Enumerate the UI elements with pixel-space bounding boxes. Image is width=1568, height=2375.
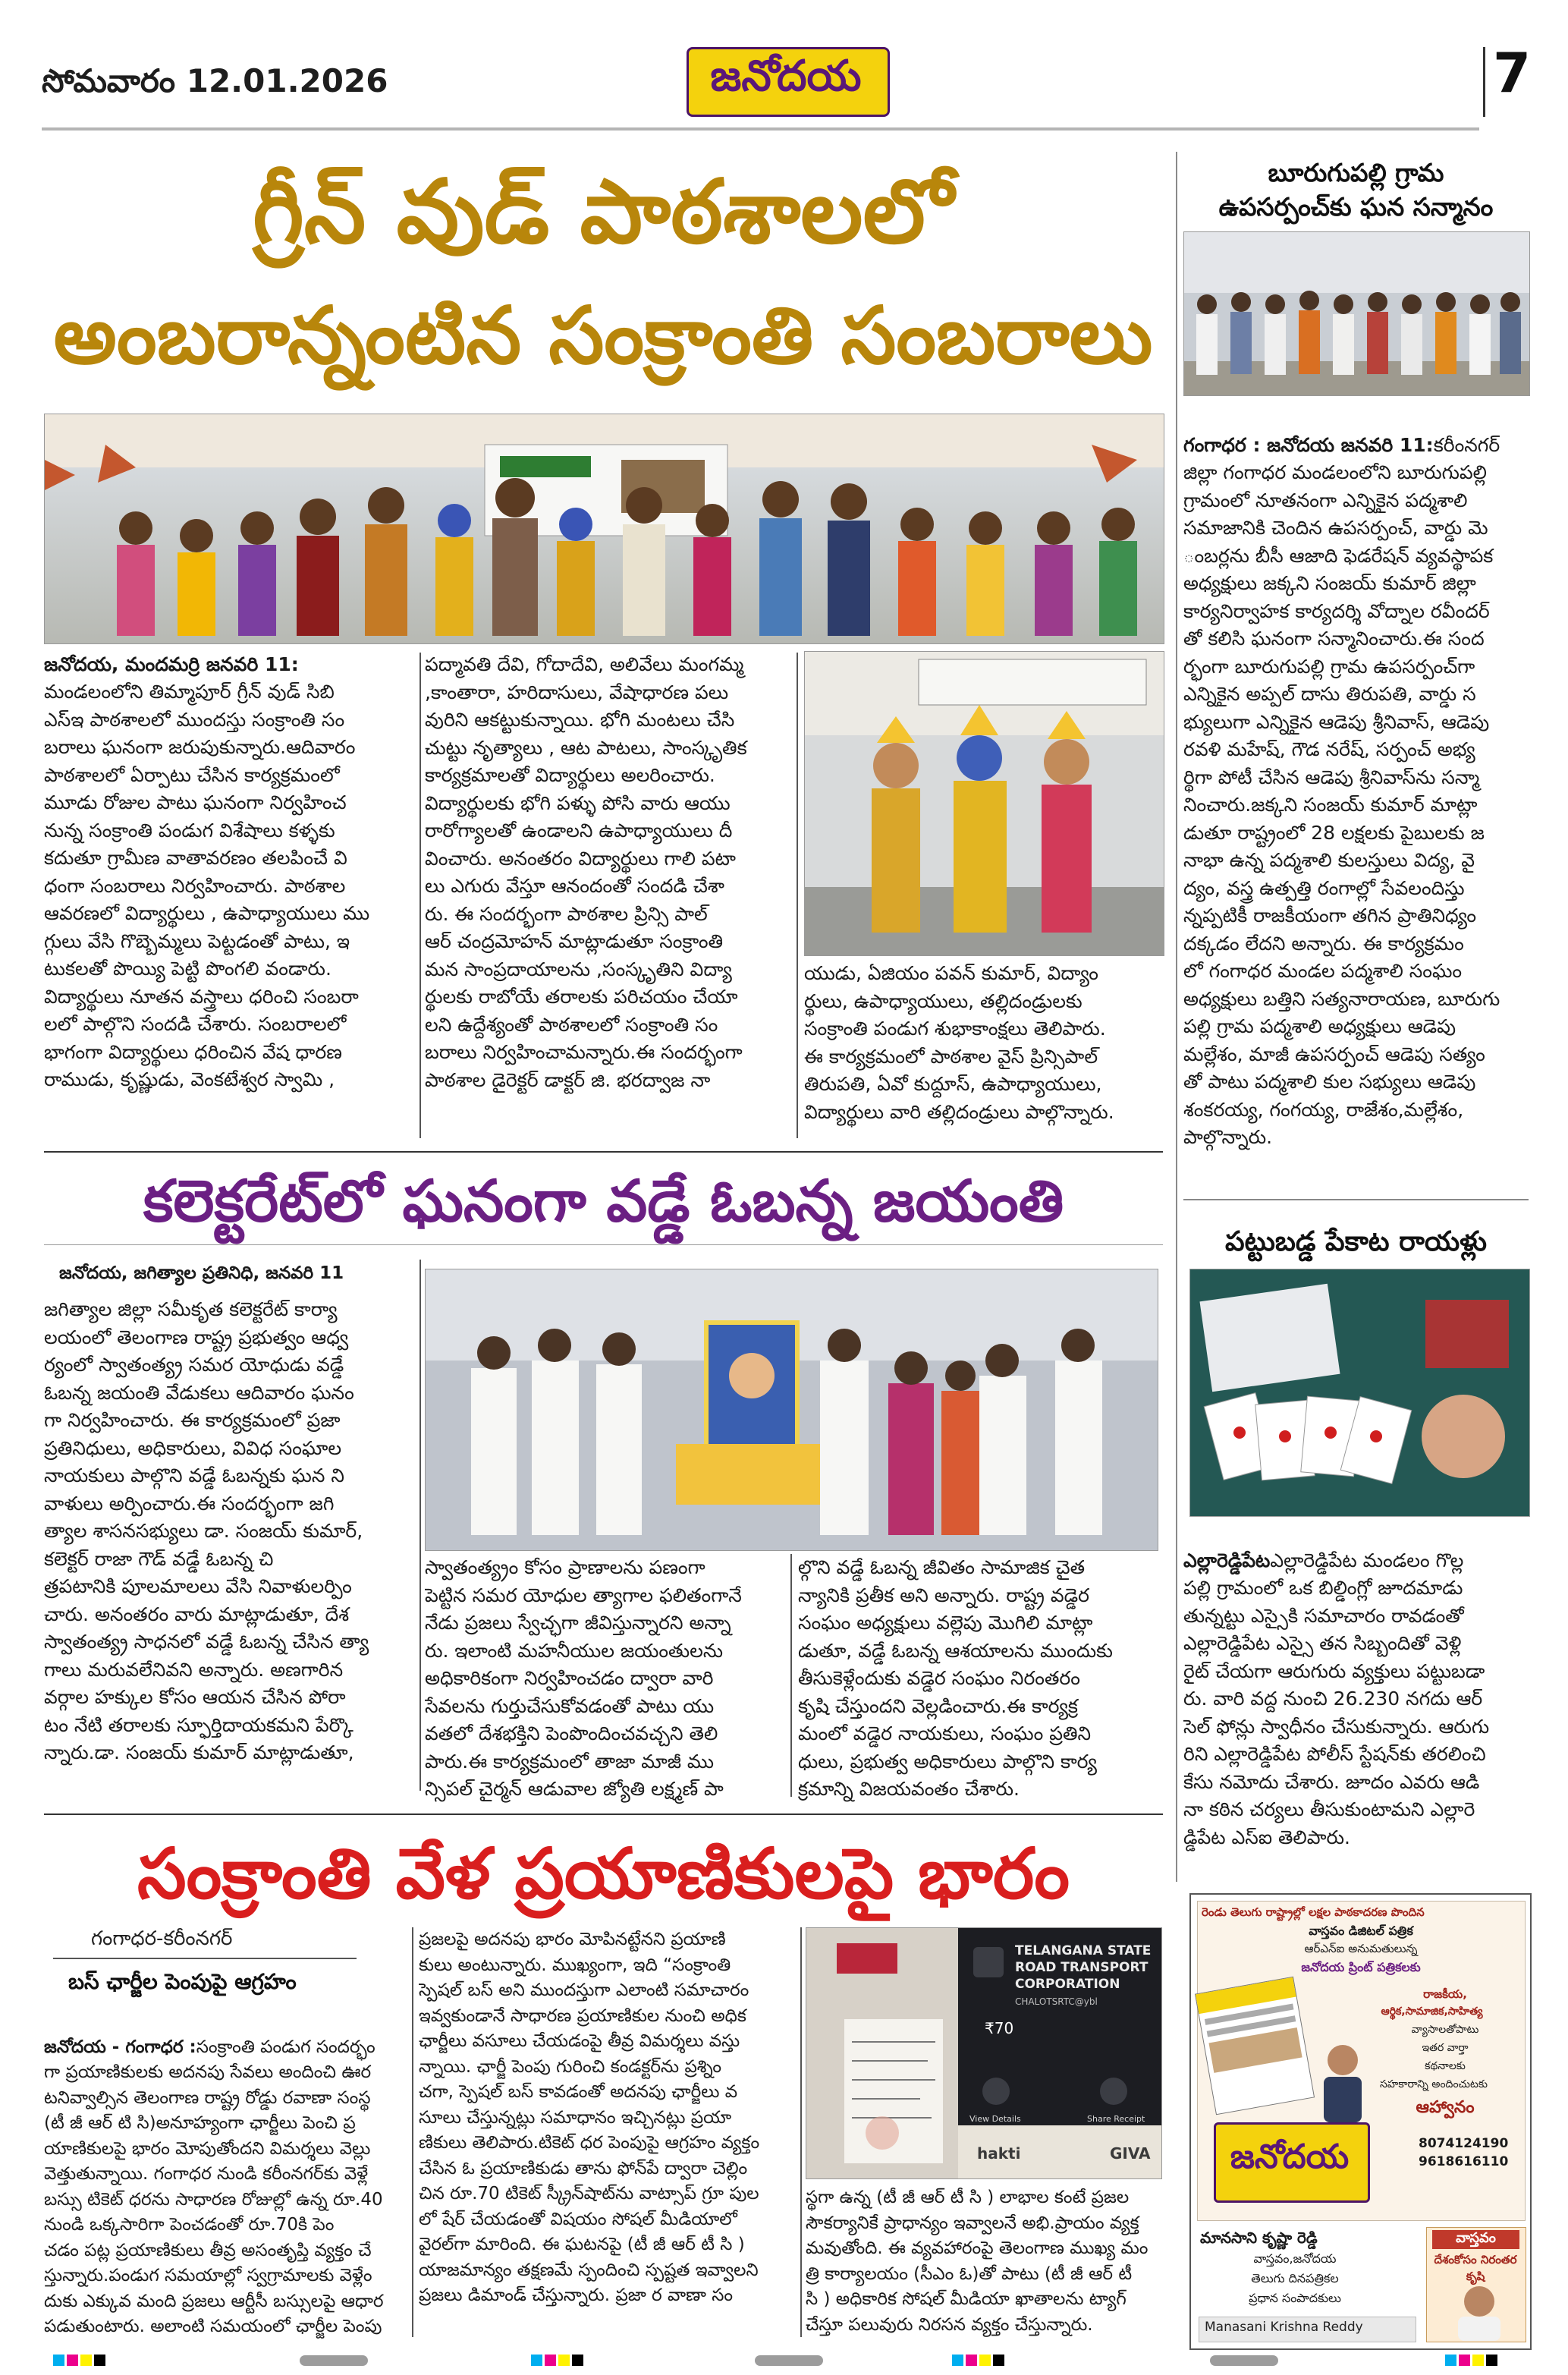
- ticket-amount: ₹70: [985, 2019, 1014, 2037]
- footer-bars: [0, 2351, 1568, 2375]
- story1-main-photo: [44, 414, 1164, 644]
- story5-kicker-rule: [53, 1958, 357, 1959]
- story3-photo: [425, 1269, 1158, 1551]
- ad-editor-role-3: ప్రధాన సంపాదకులు: [1249, 2291, 1341, 2305]
- color-bar-right: [1445, 2355, 1500, 2369]
- ad-phone-1: 8074124190: [1419, 2136, 1509, 2151]
- story5-kicker: గంగాధర-కరీంనగర్: [91, 1927, 233, 1950]
- ad-line-4: జనోదయ ప్రింట్ పత్రికలకు: [1301, 1960, 1421, 1974]
- ad-logo-text: జనోదయ: [1230, 2138, 1350, 2176]
- masthead-rule: [42, 127, 1479, 131]
- story1-costume-photo: [804, 651, 1164, 956]
- page-divider: [1483, 47, 1485, 117]
- ticket-corp-line2: ROAD TRANSPORT: [1015, 1960, 1149, 1975]
- story3-column-2: స్వాతంత్య్రం కోసం ప్రాణాలను పణంగా పెట్టిన సమర యోధుల త్యాగాల ఫలితంగానే నేడు ప్రజలు స్వేచ్ఛగా జీవిస్తున్నారని అన్నా రు. ఇలాంటి మహనీయుల జయంతులను అధికారికంగా నిర్వహించడం ద్వారా వారి సేవలను గుర్తుచేసుకోవడంతో పాటు యు వతలో దేశభక్తిని పెంపొందించవచ్చని తెలి పారు.ఈ కార్యక్రమంలో తాజా మాజీ ము న్సిపల్ చైర్మన్ ఆడువాల జ్యోతి లక్ష్మణ్ పా: [425, 1556, 742, 1800]
- ad-editor-role-2: తెలుగు దినపత్రికల: [1251, 2271, 1339, 2285]
- story2-dateline: గంగాధర : జనోదయ జనవరి 11:: [1183, 433, 1434, 456]
- story4-photo: [1189, 1269, 1530, 1517]
- story2-body: [1183, 404, 1529, 1170]
- story3-column-rule-1: [419, 1260, 421, 1791]
- color-bar-left: [53, 2355, 108, 2369]
- ad-editor-photo: [1449, 2282, 1510, 2341]
- registration-mark-2: [755, 2355, 823, 2366]
- ad-line-3: ఆర్‌ఎన్‌ఐ అనుమతులున్న: [1304, 1942, 1418, 1955]
- ad-list-5: కథనాలకు: [1425, 2060, 1466, 2072]
- ad-phone-2: 9618616110: [1419, 2154, 1509, 2169]
- ad-newspaper-image: [1195, 1977, 1315, 2115]
- ticket-view-details: View Details: [969, 2114, 1021, 2124]
- ad-line-1: రెండు తెలుగు రాష్ట్రాల్లో లక్షల పాఠకాదరణ పొందిన: [1202, 1905, 1425, 1919]
- story1-column-rule-1: [419, 653, 421, 1138]
- ad-list-1: రాజకీయ,: [1423, 1987, 1467, 2001]
- masthead: [0, 0, 1568, 144]
- story5-column-rule-1: [412, 1927, 413, 2337]
- ad-slogan: దేశంకోసం నిరంతర కృషి: [1434, 2253, 1517, 2283]
- issue-date: సోమవారం 12.01.2026: [42, 62, 388, 99]
- ad-editor-role-1: వాస్తవం,జనోదయ: [1253, 2251, 1337, 2266]
- ticket-corp-line1: TELANGANA STATE: [1015, 1943, 1152, 1958]
- story5-column-3: స్థగా ఉన్న (టీ జీ ఆర్ టీ సి ) లాభాల కంటే ప్రజల సౌకర్యానికే ప్రాధాన్యం ఇవ్వాలనే అభి.ప్రాయం వ్యక్త మవుతోంది. ఈ వ్యవహారంపై తెలంగాణ ముఖ్య మం త్రి కార్యాలయం (సీఎం ఓ)తో పాటు (టీ జీ ఆర్ టీ సి ) అధికారిక సోషల్ మీడియా ఖాతాలను ట్యాగ్ చేస్తూ పలువురు నిరసన వ్యక్తం చేస్తున్నారు.: [806, 2188, 1149, 2335]
- ad-person-photo: [1316, 2039, 1369, 2122]
- story3-dateline: జనోదయ, జగిత్యాల ప్రతినిధి, జనవరి 11: [59, 1263, 344, 1283]
- registration-mark-1: [300, 2355, 368, 2366]
- story2-text: కరీంనగర్ జిల్లా గంగాధర మండలంలోని బూరుగుపల్లి గ్రామంలో నూతనంగా ఎన్నికైన పద్మశాలి సమాజానికి చెందిన ఉపసర్పంచ్, వార్డు మె ంబర్లను బీసీ ఆజాది ఫెడరేషన్ వ్యవస్థాపక అధ్యక్షులు జక్కని సంజయ్ కుమార్ జిల్లా కార్యనిర్వాహక కార్యదర్శి వోద్నాల రవీందర్ తో కలిసి ఘనంగా సన్మానించారు.ఈ సంద ర్భంగా బూరుగుపల్లి గ్రామ ఉపసర్పంచ్‌గా ఎన్నికైన అప్పల్ దాసు తిరుపతి, వార్డు స భ్యులుగా ఎన్నికైన ఆడెపు శ్రీనివాస్, ఆడెపు రవళి మహేష్, గౌడ నరేష్, సర్పంచ్ అభ్య ర్థిగా పోటీ చేసిన ఆడెపు శ్రీనివాస్‌ను సన్మా నించారు.జక్కని సంజయ్ కుమార్ మాట్లా డుతూ రాష్ట్రంలో 28 లక్షలకు పైబులకు జ నాభా ఉన్న పద్మశాలి కులస్తులు విద్య, వై ద్యం, వస్త్ర ఉత్పత్తి రంగాల్లో సేవలందిస్తు న్నప్పటికీ రాజకీయంగా తగిన ప్రాతినిధ్యం దక్కడం లేదని అన్నారు. ఈ కార్యక్రమం లో గంగాధర మండల పద్మశాలి సంఘం అధ్యక్షులు బత్తిని సత్యనారాయణ, బూరుగు పల్లి గ్రామ పద్మశాలి అధ్యక్షులు ఆడెపు మల్లేశం, మాజీ ఉపసర్పంచ్ ఆడెపు సత్యం తో పాటు పద్మశాలి కుల సభ్యులు ఆడెపు శంకరయ్య, గంగయ్య, రాజేశం,మల్లేశం, పాల్గొన్నారు.: [1183, 433, 1500, 1148]
- section-rule-1: [44, 1151, 1163, 1153]
- ad-list-2: ఆర్థిక,సామాజిక,సాహిత్య: [1381, 2005, 1483, 2018]
- ticket-ad-brand-1: hakti: [977, 2144, 1021, 2163]
- story1-column-1: మండలంలోని తిమ్మాపూర్ గ్రీన్ వుడ్ సిబి ఎస్ఇ పాఠశాలలో ముందస్తు సంక్రాంతి సం బరాలు ఘనంగా జరుపుకున్నారు.ఆదివారం పాఠశాలలో ఏర్పాటు చేసిన కార్యక్రమంలో మూడు రోజుల పాటు ఘనంగా నిర్వహించ నున్న సంక్రాంతి పండుగ విశేషాలు కళ్ళకు కదుతూ గ్రామీణ వాతావరణం తలపించే వి ధంగా సంబరాలు నిర్వహించారు. పాఠశాల ఆవరణలో విద్యార్థులు , ఉపాధ్యాయులు ము గ్గులు వేసి గొబ్బెమ్మలు పెట్టడంతో పాటు, ఇ టుకలతో పొయ్యి పెట్టి పొంగలి వండారు. విద్యార్థులు నూతన వస్త్రాలు ధరించి సంబరా లలో పాల్గొని సందడి చేశారు. సంబరాలలో భాగంగా విద్యార్థులు ధరించిన వేష ధారణ రాముడు, కృష్ణుడు, వెంకటేశ్వర స్వామి ,: [44, 681, 370, 1090]
- story5-column-2: ప్రజలపై అదనపు భారం మోపినట్టేనని ప్రయాణి కులు అంటున్నారు. ముఖ్యంగా, ఇది “సంక్రాంతి స్పెషల్ బస్ అని ముందస్తుగా ఎలాంటి సమాచారం ఇవ్వకుండానే సాధారణ ప్రయాణికుల నుంచి అధిక ఛార్జీలు వసూలు చేయడంపై తీవ్ర విమర్శలు వస్తు న్నాయి. ఛార్జీ పెంపు గురించి కండక్టర్‌ను ప్రశ్నిం చగా, స్పెషల్ బస్ కావడంతో అదనపు ఛార్జీలు వ సూలు చేస్తున్నట్లు సమాధానం ఇచ్చినట్లు ప్రయా ణికులు తెలిపారు.టికెట్ ధర పెంపుపై ఆగ్రహం వ్యక్తం చేసిన ఓ ప్రయాణికుడు తాను ఫోన్‌పే ద్వారా చెల్లిం చిన రూ.70 టికెట్ స్క్రీన్‌షాట్‌ను వాట్సాప్ గ్రూ పుల లో షేర్ చేయడంతో విషయం సోషల్ మీడియాలో వైరల్‌గా మారింది. ఈ ఘటనపై (టీ జీ ఆర్ టీ సి ) యాజమాన్యం తక్షణమే స్పందించి స్పష్టత ఇవ్వాలని ప్రజలు డిమాండ్ చేస్తున్నారు. ప్రజా ర వాణా సం: [419, 1930, 760, 2305]
- story2-headline-2: ఉపసర్పంచ్‌కు ఘన సన్మానం: [1218, 192, 1494, 222]
- page-number: 7: [1493, 41, 1532, 105]
- story4-dateline: ఎల్లారెడ్డిపేట: [1183, 1549, 1271, 1571]
- ticket-upi-id: CHALOTSRTC@ybl: [1015, 1996, 1098, 2007]
- story1-headline-1: గ్రీన్ వుడ్ పాఠశాలలో: [253, 161, 954, 263]
- story5-ticket-photo: [806, 1927, 1162, 2179]
- ad-list-4: ఇతర వార్తా: [1422, 2042, 1469, 2054]
- story3-column-3: ల్గొని వడ్డే ఓబన్న జీవితం సామాజిక చైత న్యానికి ప్రతీక అని అన్నారు. రాష్ట్ర వడ్డెర సంఘం అధ్యక్షులు వల్లెపు మొగిలి మాట్లా డుతూ, వడ్డే ఓబన్న ఆశయాలను ముందుకు తీసుకెళ్లేందుకు వడ్డెర సంఘం నిరంతరం కృషి చేస్తుందని వెల్లడించారు.ఈ కార్యక్ర మంలో వడ్డెర నాయకులు, సంఘం ప్రతిని ధులు, ప్రభుత్వ అధికారులు పాల్గొని కార్య క్రమాన్ని విజయవంతం చేశారు.: [798, 1556, 1113, 1800]
- color-bar-center-2: [952, 2355, 1007, 2369]
- story5-headline: సంక్రాంతి వేళ ప్రయాణికులపై భారం: [137, 1833, 1070, 1914]
- ad-list-3: వ్యాసాలతోపాటు: [1411, 2024, 1479, 2036]
- ad-invitation: ఆహ్వానం: [1416, 2098, 1475, 2117]
- logo-text: జనోదయ: [710, 52, 862, 101]
- color-bar-center-1: [531, 2355, 586, 2369]
- story5-column-1: [44, 2009, 407, 2351]
- story3-column-1: జగిత్యాల జిల్లా సమీకృత కలెక్టరేట్ కార్యా లయంలో తెలంగాణ రాష్ట్ర ప్రభుత్వం ఆధ్వ ర్యంలో స్వాతంత్య్ర సమర యోధుడు వడ్డే ఓబన్న జయంతి వేడుకలు ఆదివారం ఘనం గా నిర్వహించారు. ఈ కార్యక్రమంలో ప్రజా ప్రతినిధులు, అధికారులు, వివిధ సంఘాల నాయకులు పాల్గొని వడ్డే ఓబన్నకు ఘన ని వాళులు అర్పించారు.ఈ సందర్భంగా జగి త్యాల శాసనసభ్యులు డా. సంజయ్ కుమార్, కలెక్టర్ రాజా గౌడ్ వడ్డే ఓబన్న చి త్రపటానికి పూలమాలలు వేసి నివాళులర్పిం చారు. అనంతరం వారు మాట్లాడుతూ, దేశ స్వాతంత్య్ర సాధనలో వడ్డే ఓబన్న చేసిన త్యా గాలు మరువలేనివని అన్నారు. అణగారిన వర్గాల హక్కుల కోసం ఆయన చేసిన పోరా టం నేటి తరాలకు స్ఫూర్తిదాయకమని పేర్కొ న్నారు.డా. సంజయ్ కుమార్ మాట్లాడుతూ,: [44, 1298, 369, 1763]
- story4-body: [1183, 1519, 1529, 1876]
- right-column-rule: [1176, 152, 1177, 1882]
- section-rule-3: [44, 1813, 1163, 1815]
- story3-headline: కలెక్టరేట్‌లో ఘనంగా వడ్డే ఓబన్న జయంతి: [143, 1167, 1064, 1235]
- ad-brand: వాస్తవం: [1432, 2230, 1519, 2249]
- story1-column-rule-2: [797, 653, 798, 1138]
- ad-list-6: సహకారాన్ని అందించుటకు: [1380, 2078, 1488, 2090]
- registration-mark-3: [1210, 2355, 1278, 2366]
- story2-photo: [1183, 231, 1530, 396]
- ticket-ad-brand-2: GIVA: [1110, 2144, 1151, 2163]
- story4-headline: పట్టుబడ్డ పేకాట రాయళ్లు: [1224, 1226, 1488, 1257]
- story5-text-1: సంక్రాంతి పండుగ సందర్భం గా ప్రయాణికులకు అదనపు సేవలు అందించి ఊర టనివ్వాల్సిన తెలంగాణ రాష్ట్ర రోడ్డు రవాణా సంస్థ (టీ జీ ఆర్ టి సి)అనూహ్యంగా ఛార్జీలు పెంచి ప్ర యాణికులపై భారం మోపుతోందని విమర్శలు వెల్లు వెత్తుతున్నాయి. గంగాధర నుండి కరీంనగర్‌కు వెళ్లే బస్సు టికెట్ ధరను సాధారణ రోజుల్లో ఉన్న రూ.40 నుండి ఒక్కసారిగా పెంచడంతో రూ.70కి పెం చడం పట్ల ప్రయాణికులు తీవ్ర అసంతృప్తి వ్యక్తం చే స్తున్నారు.పండుగ సమయాల్లో స్వగ్రామాలకు వెళ్లేం దుకు ఎక్కువ మంది ప్రజలు ఆర్టీసీ బస్సులపై ఆధార పడుతుంటారు. అలాంటి సమయంలో ఛార్జీల పెంపు: [44, 2037, 384, 2336]
- story5-column-rule-2: [800, 1927, 802, 2337]
- story5-dateline: జనోదయ - గంగాధర :: [44, 2037, 196, 2057]
- story1-column-2: పద్మావతి దేవి, గోదాదేవి, అలివేలు మంగమ్మ ,కాంతారా, హరిదాసులు, వేషాధారణ పలు వురిని ఆకట్టుకున్నాయి. భోగి మంటలు చేసి చుట్టు నృత్యాలు , ఆట పాటలు, సాంస్కృతిక కార్యక్రమాలతో విద్యార్థులు అలరించారు. విద్యార్థులకు భోగి పళ్ళు పోసి వారు ఆయు రారోగ్యాలతో ఉండాలని ఉపాధ్యాయులు దీ వించారు. అనంతరం విద్యార్థులు గాలి పటా లు ఎగురు వేస్తూ ఆనందంతో సందడి చేశా రు. ఈ సందర్భంగా పాఠశాల ప్రిన్సి పాల్ ఆర్ చంద్రమోహన్ మాట్లాడుతూ సంక్రాంతి మన సాంప్రదాయాలను ,సంస్కృతిని విద్యా ర్థులకు రాబోయే తరాలకు పరిచయం చేయా లని ఉద్దేశ్యంతో పాఠశాలలో సంక్రాంతి సం బరాలు నిర్వహించామన్నారు.ఈ సందర్భంగా పాఠశాల డైరెక్టర్ డాక్టర్ జి. భరద్వాజ నా: [425, 653, 747, 1091]
- story1-headline-2: అంబరాన్నంటిన సంక్రాంతి సంబరాలు: [53, 289, 1153, 382]
- ad-editor-name-en: Manasani Krishna Reddy: [1205, 2320, 1363, 2335]
- ticket-share-receipt: Share Receipt: [1087, 2114, 1145, 2124]
- story1-column-3: యుడు, ఏజియం పవన్ కుమార్, విద్యాం ర్థులు, ఉపాధ్యాయులు, తల్లిదండ్రులకు సంక్రాంతి పండుగ శుభాకాంక్షలు తెలిపారు. ఈ కార్యక్రమంలో పాఠశాల వైస్ ప్రిన్సిపాల్ తిరుపతి, ఏవో కుద్దూస్, ఉపాధ్యాయులు, విద్యార్థులు వారి తల్లిదండ్రులు పాల్గొన్నారు.: [804, 962, 1114, 1123]
- ticket-corp-line3: CORPORATION: [1015, 1977, 1120, 1992]
- ad-editor-name: మానసాని కృష్ణా రెడ్డి: [1200, 2229, 1318, 2247]
- story3-column-rule-2: [790, 1554, 792, 1797]
- story2-headline-1: బూరుగుపల్లి గ్రామ: [1268, 158, 1444, 187]
- section-rule-2: [44, 1244, 1163, 1245]
- right-section-rule: [1183, 1199, 1529, 1200]
- ad-line-2: వాస్తవం డిజిటల్ పత్రిక: [1309, 1924, 1413, 1938]
- story1-dateline: జనోదయ, మందమర్రి జనవరి 11:: [44, 653, 299, 675]
- story5-subhead: బస్ ఛార్జీల పెంపుపై ఆగ్రహం: [68, 1969, 297, 1994]
- advertisement: [1189, 1893, 1532, 2350]
- story4-text: ఎల్లారెడ్డిపేట మండలం గొల్ల పల్లి గ్రామంలో ఒక బిల్డింగ్లో జూదమాడు తున్నట్టు ఎస్సైకి సమాచారం రావడంతో ఎల్లారెడ్డిపేట ఎస్సై తన సిబ్బందితో వెళ్లి రైట్ చేయగా ఆరుగురు వ్యక్తులు పట్టుబడా రు. వారి వద్ద నుంచి 26.230 నగదు ఆర్ సెల్ ఫోన్లు స్వాధీనం చేసుకున్నారు. ఆరుగు రిని ఎల్లారెడ్డిపేట పోలీస్ స్టేషన్‌కు తరలించి కేసు నమోదు చేశారు. జూదం ఎవరు ఆడి నా కఠిన చర్యలు తీసుకుంటామని ఎల్లారె డ్డిపేట ఎస్ఐ తెలిపారు.: [1183, 1549, 1490, 1848]
